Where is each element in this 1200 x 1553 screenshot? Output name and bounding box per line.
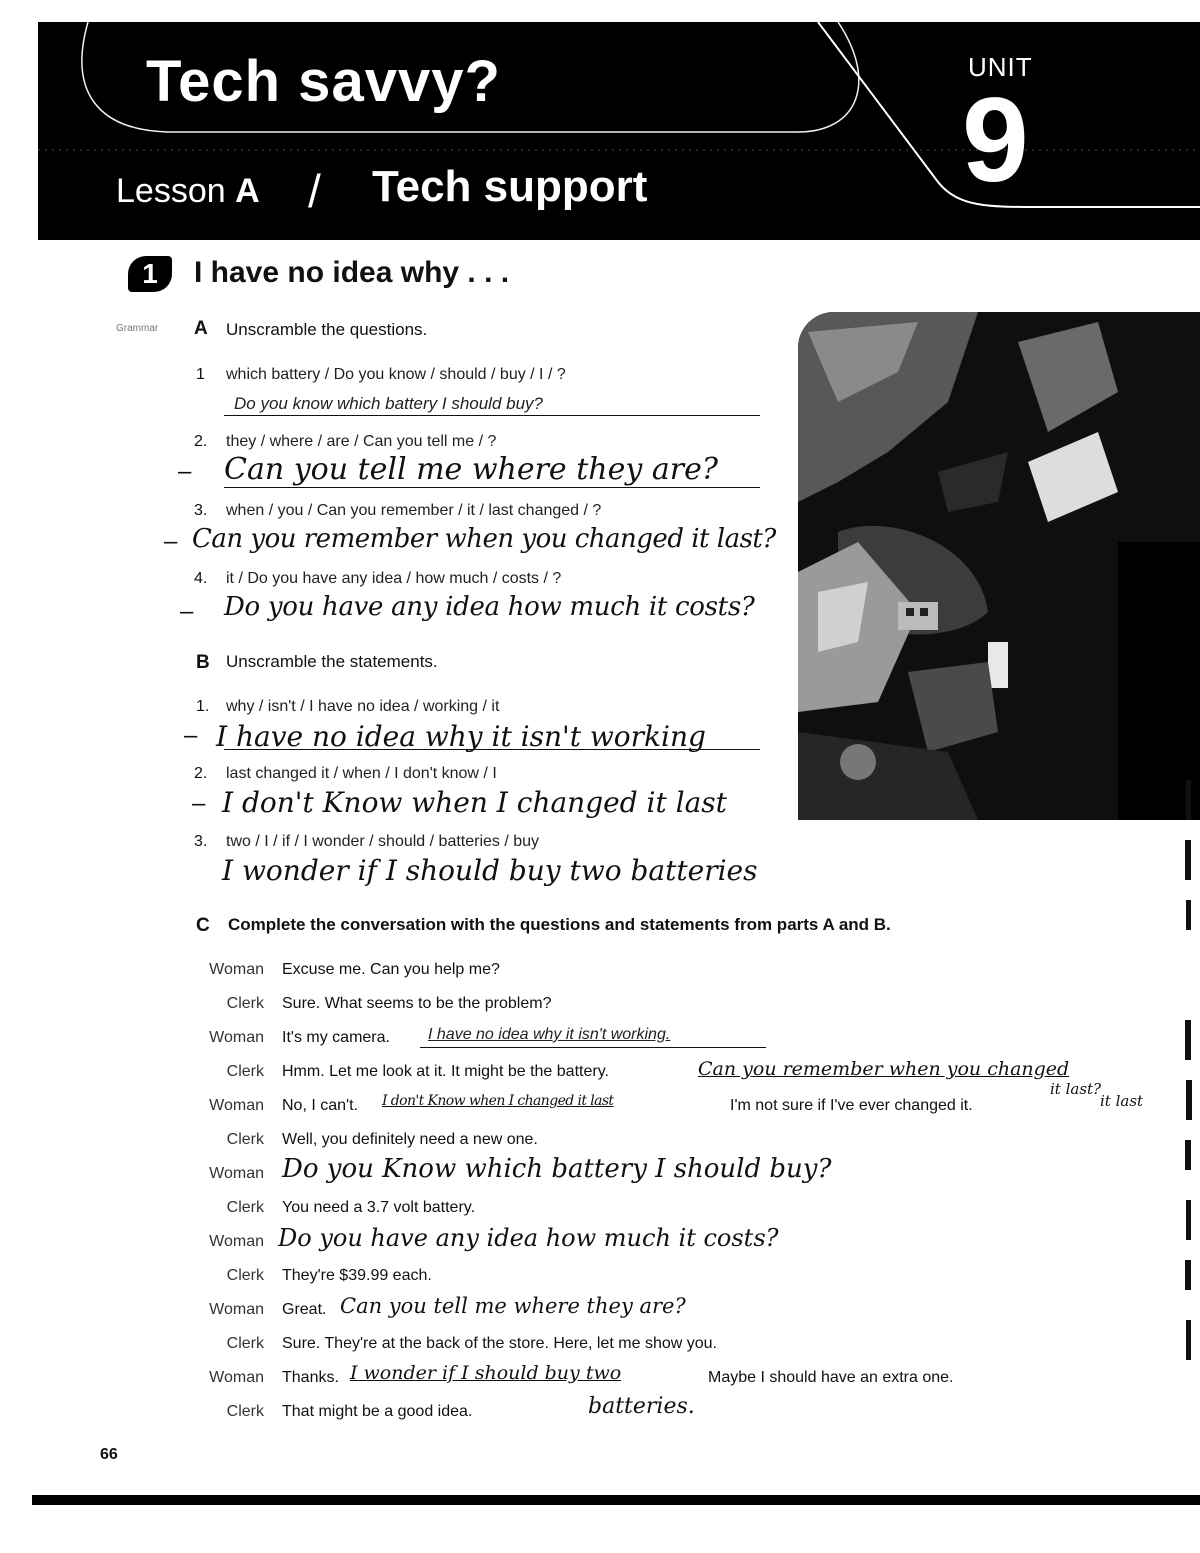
handwritten-answer: batteries. xyxy=(588,1394,695,1419)
conversation-line: Maybe I should have an extra one. xyxy=(708,1369,954,1386)
handwritten-margin-note: it last? xyxy=(1050,1080,1102,1098)
conversation-line: Hmm. Let me look at it. It might be the battery. xyxy=(282,1063,609,1080)
conversation-line: I'm not sure if I've ever changed it. xyxy=(730,1097,973,1114)
speaker-label: Woman xyxy=(209,1233,264,1250)
part-a-letter: A xyxy=(194,318,208,339)
lesson-prefix: Lesson xyxy=(116,172,226,210)
unit-title: Tech savvy? xyxy=(146,49,501,114)
conversation-line: They're $39.99 each. xyxy=(282,1267,432,1284)
handwritten-answer: Do you have any idea how much it costs? xyxy=(278,1224,779,1252)
answer-printed: Do you know which battery I should buy? xyxy=(234,394,544,413)
handwritten-answer: Do you Know which battery I should buy? xyxy=(282,1154,832,1184)
part-b-instruction: Unscramble the statements. xyxy=(226,652,438,671)
scrambled-prompt: it / Do you have any idea / how much / costs / ? xyxy=(226,570,562,587)
exercise-number-badge: 1 xyxy=(128,256,172,292)
handwritten-answer: Can you tell me where they are? xyxy=(340,1294,686,1318)
answer-line xyxy=(420,1046,766,1048)
handwritten-dash: – xyxy=(180,598,194,625)
camera-photo-image xyxy=(798,312,1200,820)
speaker-label: Clerk xyxy=(226,1267,264,1284)
lesson-divider: / xyxy=(308,165,321,217)
item-number: 1. xyxy=(196,698,210,715)
scrambled-prompt: why / isn't / I have no idea / working / it xyxy=(226,698,500,715)
conversation-line: That might be a good idea. xyxy=(282,1403,473,1420)
speaker-label: Woman xyxy=(209,1029,264,1046)
speaker-label: Woman xyxy=(209,1165,264,1182)
speaker-label: Clerk xyxy=(226,1403,264,1420)
speaker-label: Woman xyxy=(209,1097,264,1114)
conversation-line: Well, you definitely need a new one. xyxy=(282,1131,538,1148)
handwritten-dash: – xyxy=(184,722,198,749)
part-b-letter: B xyxy=(196,652,210,673)
handwritten-answer: I don't Know when I changed it last xyxy=(222,786,727,819)
item-number: 2. xyxy=(194,433,208,450)
item-number: 4. xyxy=(194,570,208,587)
item-number: 1 xyxy=(196,366,205,383)
speaker-label: Clerk xyxy=(226,1131,264,1148)
item-number: 2. xyxy=(194,765,208,782)
grammar-tag: Grammar xyxy=(116,323,159,334)
handwritten-margin-note: it last xyxy=(1100,1092,1144,1110)
scrambled-prompt: when / you / Can you remember / it / last changed / ? xyxy=(226,502,602,519)
item-number: 3. xyxy=(194,833,208,850)
lesson-letter: A xyxy=(235,172,260,210)
speaker-label: Woman xyxy=(209,1369,264,1386)
handwritten-dash: – xyxy=(192,790,206,817)
part-c-letter: C xyxy=(196,915,210,936)
section-title: I have no idea why . . . xyxy=(194,256,510,289)
camera-photo xyxy=(798,312,1200,820)
scrambled-prompt: which battery / Do you know / should / buy / I / ? xyxy=(226,366,566,383)
part-c-instruction: Complete the conversation with the questions and statements from parts A and B. xyxy=(228,915,891,934)
binding-edge xyxy=(1182,780,1200,1500)
answer-line xyxy=(224,486,760,488)
lesson-title: Tech support xyxy=(372,162,648,211)
answer-printed: I have no idea why it isn't working. xyxy=(428,1026,671,1043)
speaker-label: Woman xyxy=(209,961,264,978)
conversation-line: Sure. What seems to be the problem? xyxy=(282,995,552,1012)
page-number: 66 xyxy=(100,1446,118,1463)
bottom-rule xyxy=(32,1495,1200,1505)
conversation-line: No, I can't. xyxy=(282,1097,358,1114)
handwritten-answer: I wonder if I should buy two batteries xyxy=(222,854,758,887)
answer-line xyxy=(224,748,760,750)
handwritten-answer: I wonder if I should buy two xyxy=(350,1362,622,1384)
handwritten-answer: I have no idea why it isn't working xyxy=(216,720,706,753)
conversation-line: Sure. They're at the back of the store. Here, let me show you. xyxy=(282,1335,717,1352)
lesson-label xyxy=(116,172,260,211)
unit-number: 9 xyxy=(962,73,1029,207)
speaker-label: Clerk xyxy=(226,1335,264,1352)
handwritten-dash: – xyxy=(178,458,192,485)
conversation-line: It's my camera. xyxy=(282,1029,390,1046)
unit-label: UNIT xyxy=(968,52,1033,82)
scrambled-prompt: two / I / if / I wonder / should / batteries / buy xyxy=(226,833,540,850)
conversation-line: Great. xyxy=(282,1301,327,1318)
handwritten-answer: Can you remember when you changed xyxy=(698,1058,1070,1080)
conversation-line: You need a 3.7 volt battery. xyxy=(282,1199,476,1216)
speaker-label: Woman xyxy=(209,1301,264,1318)
item-number: 3. xyxy=(194,502,208,519)
handwritten-dash: – xyxy=(164,528,178,555)
speaker-label: Clerk xyxy=(226,1199,264,1216)
handwritten-answer: Do you have any idea how much it costs? xyxy=(224,592,755,622)
conversation-line: Thanks. xyxy=(282,1369,339,1386)
speaker-label: Clerk xyxy=(226,1063,264,1080)
answer-line xyxy=(224,414,760,416)
handwritten-answer: I don't Know when I changed it last xyxy=(382,1093,614,1109)
handwritten-answer: Can you tell me where they are? xyxy=(224,452,718,487)
part-a-instruction: Unscramble the questions. xyxy=(226,320,428,339)
scrambled-prompt: they / where / are / Can you tell me / ? xyxy=(226,433,497,450)
scrambled-prompt: last changed it / when / I don't know / I xyxy=(226,765,497,782)
handwritten-answer: Can you remember when you changed it last? xyxy=(192,524,776,554)
speaker-label: Clerk xyxy=(226,995,264,1012)
conversation-line: Excuse me. Can you help me? xyxy=(282,961,500,978)
